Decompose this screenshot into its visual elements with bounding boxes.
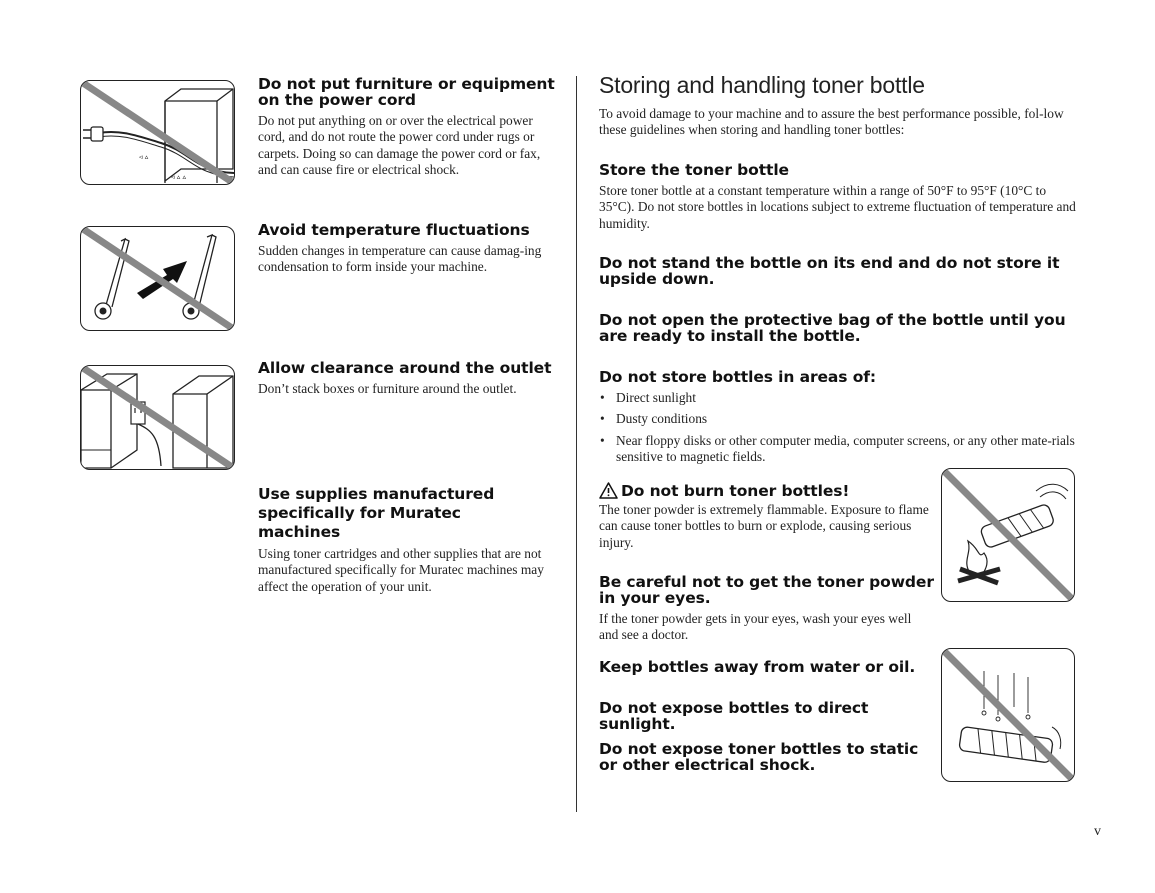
page-title: Storing and handling toner bottle: [599, 72, 925, 98]
areas-list: [599, 390, 1079, 466]
section-temperature: [258, 222, 558, 276]
section-heading: Do not put furniture or equipment on the power cord: [258, 75, 555, 109]
section-body: Using toner cartridges and other supplies that are not manufactured specifically for Muratec machines may affect the operation of your unit.: [258, 546, 544, 594]
section-burn: [599, 482, 929, 551]
outlet-drawing: [81, 366, 234, 469]
burn-heading: Do not burn toner bottles!: [621, 481, 850, 500]
section-heading: Use supplies manufactured specifically for Muratec machines: [258, 485, 495, 541]
svg-text:◃ ▵: ◃ ▵: [139, 153, 149, 161]
thermometer-drawing: [81, 227, 234, 330]
section-body: Don’t stack boxes or furniture around the outlet.: [258, 381, 517, 396]
warning-triangle-icon: [599, 482, 618, 499]
eyes-heading: Be careful not to get the toner powder in your eyes.: [599, 573, 934, 607]
section-body: Do not put anything on or over the electrical power cord, and do not route the power cord under rugs or carpets. Doing so can damage the power cord or fax, and can cause fire or electrical shock.: [258, 113, 541, 178]
section-eyes: [599, 574, 934, 644]
eyes-body: If the toner powder gets in your eyes, wash your eyes well and see a doctor.: [599, 611, 912, 643]
water-heading: Keep bottles away from water or oil.: [599, 658, 916, 676]
section-store: [599, 162, 1079, 232]
burn-bottle-prohibited-illustration: [941, 468, 1075, 602]
burning-bottle-drawing: [942, 469, 1074, 601]
section-heading: Allow clearance around the outlet: [258, 359, 552, 377]
outlet-clearance-prohibited-illustration: [80, 365, 235, 470]
store-heading: Store the toner bottle: [599, 161, 789, 179]
intro-text: To avoid damage to your machine and to assure the best performance possible, fol-low these guidelines when storing and handling toner bottles:: [599, 106, 1064, 138]
water-bottle-prohibited-illustration: [941, 648, 1075, 782]
page-number: v: [1094, 824, 1101, 839]
section-power-cord: [258, 76, 558, 179]
section-body: Sudden changes in temperature can cause damag-ing condensation to form inside your machine.: [258, 243, 542, 275]
list-item: • Direct sunlight: [599, 390, 1079, 406]
power-cord-prohibited-illustration: [80, 80, 235, 185]
temperature-prohibited-illustration: [80, 226, 235, 331]
list-item: • Near floppy disks or other computer media, computer screens, or any other mate-rials sensitive to magnetic fields.: [599, 433, 1079, 466]
areas-heading: Do not store bottles in areas of:: [599, 368, 876, 386]
burn-body: The toner powder is extremely flammable. Exposure to flame can cause toner bottles to burn or explode, causing serious injury.: [599, 502, 929, 550]
list-item: • Dusty conditions: [599, 411, 1079, 427]
store-body: Store toner bottle at a constant temperature within a range of 50°F to 95°F (10°C to 35°C). Do not store bottles in locations subject to extreme fluctuation of temperature and humidity.: [599, 183, 1076, 231]
section-areas: [599, 369, 1079, 471]
static-heading: Do not expose toner bottles to static or other electrical shock.: [599, 740, 919, 774]
section-outlet: [258, 360, 558, 397]
svg-text:◃ ▵ ▵: ◃ ▵ ▵: [171, 173, 186, 181]
water-bottle-drawing: [942, 649, 1074, 781]
column-divider: [576, 76, 577, 812]
no-stand-heading: Do not stand the bottle on its end and do not store it upside down.: [599, 254, 1060, 288]
sunlight-heading: Do not expose bottles to direct sunlight.: [599, 699, 869, 733]
section-supplies: [258, 485, 558, 595]
section-heading: Avoid temperature fluctuations: [258, 221, 530, 239]
power-cord-drawing: [81, 81, 234, 184]
no-open-heading: Do not open the protective bag of the bottle until you are ready to install the bottle.: [599, 311, 1066, 345]
